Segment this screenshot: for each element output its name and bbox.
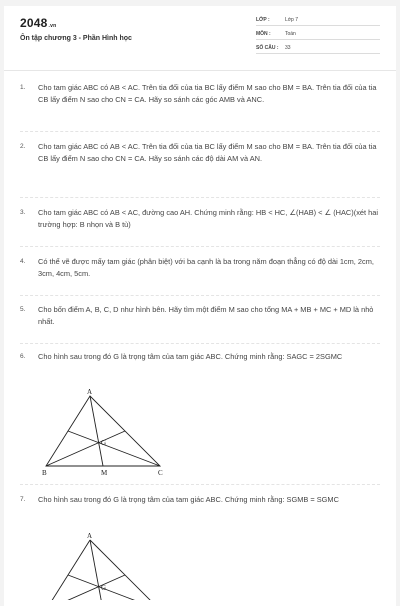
question-divider — [20, 197, 380, 198]
meta-subject-value: Toán — [285, 31, 296, 37]
question-number: 1. — [20, 84, 26, 91]
label-a: A — [87, 532, 93, 540]
centroid-figure-6 — [40, 388, 170, 480]
logo-sub: .vn — [48, 23, 57, 29]
label-g: G — [101, 584, 107, 592]
site-logo[interactable] — [20, 16, 56, 30]
meta-subject — [256, 30, 380, 40]
question-text: Cho tam giác ABC có AB < AC. Trên tia đối của tia BC lấy điểm M sao cho BM = BA. Trên tia đối của tia CB lấy điểm N sao cho CN = CA. Hãy so sánh các độ dài AM và AN. — [38, 142, 377, 163]
question-divider — [20, 343, 380, 344]
label-a: A — [87, 388, 93, 396]
question-number: 4. — [20, 258, 26, 265]
centroid-figure-7 — [40, 530, 170, 600]
question-text: Cho bốn điểm A, B, C, D như hình bên. Hãy tìm một điểm M sao cho tổng MA + MB + MC + MD là nhỏ nhất. — [38, 305, 374, 326]
logo-main: 2048 — [20, 16, 48, 30]
question-divider — [20, 131, 380, 132]
question-text: Cho tam giác ABC có AB < AC. Trên tia đối của tia BC lấy điểm M sao cho BM = BA. Trên tia đối của tia CB lấy điểm N sao cho CN = CA. Hãy so sánh các góc AMB và ANC. — [38, 83, 377, 104]
question-text: Có thể vẽ được mấy tam giác (phân biệt) với ba cạnh là ba trong năm đoạn thẳng có độ dài 1cm, 2cm, 3cm, 4cm, 5cm. — [38, 257, 374, 278]
worksheet-page — [4, 6, 396, 606]
question-divider — [20, 295, 380, 296]
meta-count — [256, 44, 380, 54]
header-divider — [4, 70, 396, 71]
meta-class — [256, 16, 380, 26]
question-text: Cho hình sau trong đó G là trọng tâm của tam giác ABC. Chứng minh rằng: SGMB = SGMC — [38, 495, 339, 504]
meta-class-value: Lớp 7 — [285, 17, 299, 23]
question-divider — [20, 246, 380, 247]
label-b: B — [42, 469, 47, 477]
page-title: Ôn tập chương 3 - Phần Hình học — [20, 35, 132, 42]
triangle-abc — [46, 396, 160, 466]
question-number: 7. — [20, 496, 26, 503]
question-text: Cho hình sau trong đó G là trọng tâm của tam giác ABC. Chứng minh rằng: SAGC = 2SGMC — [38, 352, 343, 361]
median-from-b — [46, 575, 125, 600]
question-divider — [20, 484, 380, 485]
label-g: G — [101, 439, 107, 447]
meta-subject-label: MÔN : — [256, 31, 271, 37]
side-ab — [46, 540, 90, 600]
question-number: 6. — [20, 353, 26, 360]
meta-count-label: SỐ CÂU : — [256, 45, 279, 51]
question-text: Cho tam giác ABC có AB < AC, đường cao AH. Chứng minh rằng: HB < HC, ∠(HAB) < ∠ (HAC)(xét hai trường hợp: B nhọn và B tù) — [38, 208, 378, 229]
question-number: 2. — [20, 143, 26, 150]
label-c: C — [158, 469, 163, 477]
label-m: M — [101, 469, 108, 477]
question-number: 5. — [20, 306, 26, 313]
meta-class-label: LỚP : — [256, 17, 270, 23]
worksheet-header — [4, 6, 396, 70]
question-number: 3. — [20, 209, 26, 216]
meta-count-value: 33 — [285, 45, 291, 51]
